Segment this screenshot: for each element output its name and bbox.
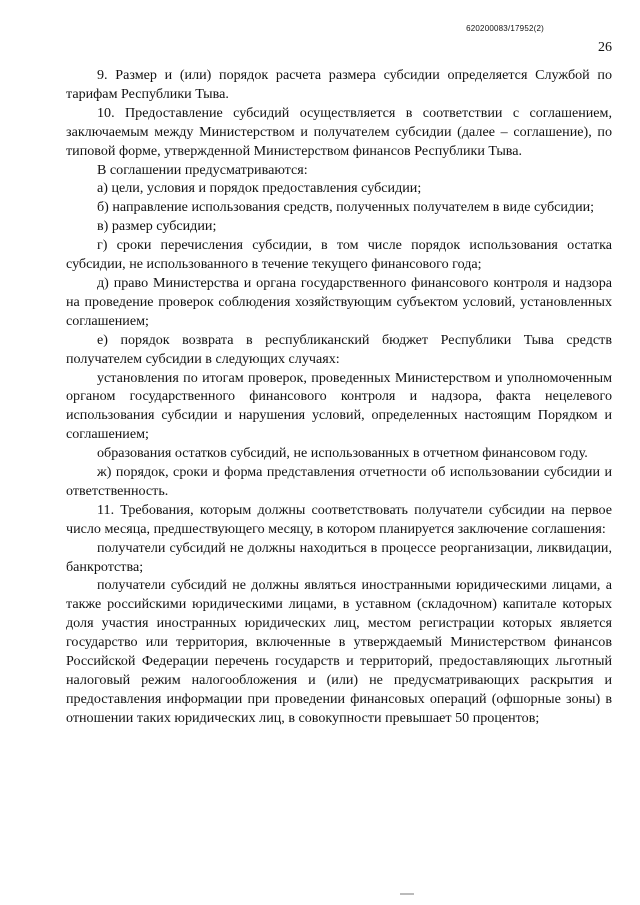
list-item-zh: ж) порядок, сроки и форма представления отчетности об использовании субсидии и ответственность.: [66, 464, 612, 499]
paragraph-10: 10. Предоставление субсидий осуществляется в соответствии с соглашением, заключаемым между Министерством и получателем субсидии (далее – соглашение), по типовой форме, утвержденной Министерством финансов Республики Тыва.: [66, 104, 612, 159]
agreement-intro: В соглашении предусматриваются:: [97, 161, 308, 178]
requirement-1: получатели субсидий не должны находиться в процессе реорганизации, ликвидации, банкротства;: [66, 539, 612, 575]
return-case-1: установления по итогам проверок, проведенных Министерством и уполномоченным органом государственного финансового контроля и надзора, факта нецелевого использования субсидии и нарушения условий, определенных настоящим Порядком и соглашением;: [66, 369, 612, 443]
requirement-2: получатели субсидий не должны являться иностранными юридическими лицами, а также российскими юридическими лицами, в уставном (складочном) капитале которых доля участия иностранных юридических лиц, местом регистрации которых является государство или территория, включенные в утверждаемый Министерством финансов Российской Федерации перечень государств и территорий, предоставляющих льготный налоговый режим налогообложения и (или) не предусматривающих раскрытия и предоставления информации при проведении финансовых операций (офшорные зоны) в отношении таких юридических лиц, в совокупности превышает 50 процентов;: [66, 577, 612, 726]
paragraph-9: 9. Размер и (или) порядок расчета размера субсидии определяется Службой по тарифам Республики Тыва.: [66, 67, 612, 102]
footer-mark: [400, 893, 414, 895]
list-item-e: е) порядок возврата в республиканский бюджет Республики Тыва средств получателем субсидии в следующих случаях:: [66, 331, 612, 367]
document-id: 620200083/17952(2): [466, 24, 544, 33]
list-item-d: д) право Министерства и органа государственного финансового контроля и надзора на проведение проверок соблюдения хозяйствующим субъектом условий, установленных соглашением;: [66, 274, 612, 329]
list-item-v: в) размер субсидии;: [97, 218, 217, 235]
return-case-2: образования остатков субсидий, не использованных в отчетном финансовом году.: [97, 445, 588, 462]
list-item-b: б) направление использования средств, полученных получателем в виде субсидии;: [97, 199, 595, 216]
paragraph-11: 11. Требования, которым должны соответствовать получатели субсидии на первое число месяца, предшествующего месяцу, в котором планируется заключение соглашения:: [66, 501, 612, 537]
list-item-a: а) цели, условия и порядок предоставления субсидии;: [97, 180, 422, 197]
document-body: [66, 66, 612, 728]
list-item-g: г) сроки перечисления субсидии, в том числе порядок использования остатка субсидии, не использованного в течение текущего финансового года;: [66, 237, 612, 273]
page-number: 26: [598, 40, 612, 55]
